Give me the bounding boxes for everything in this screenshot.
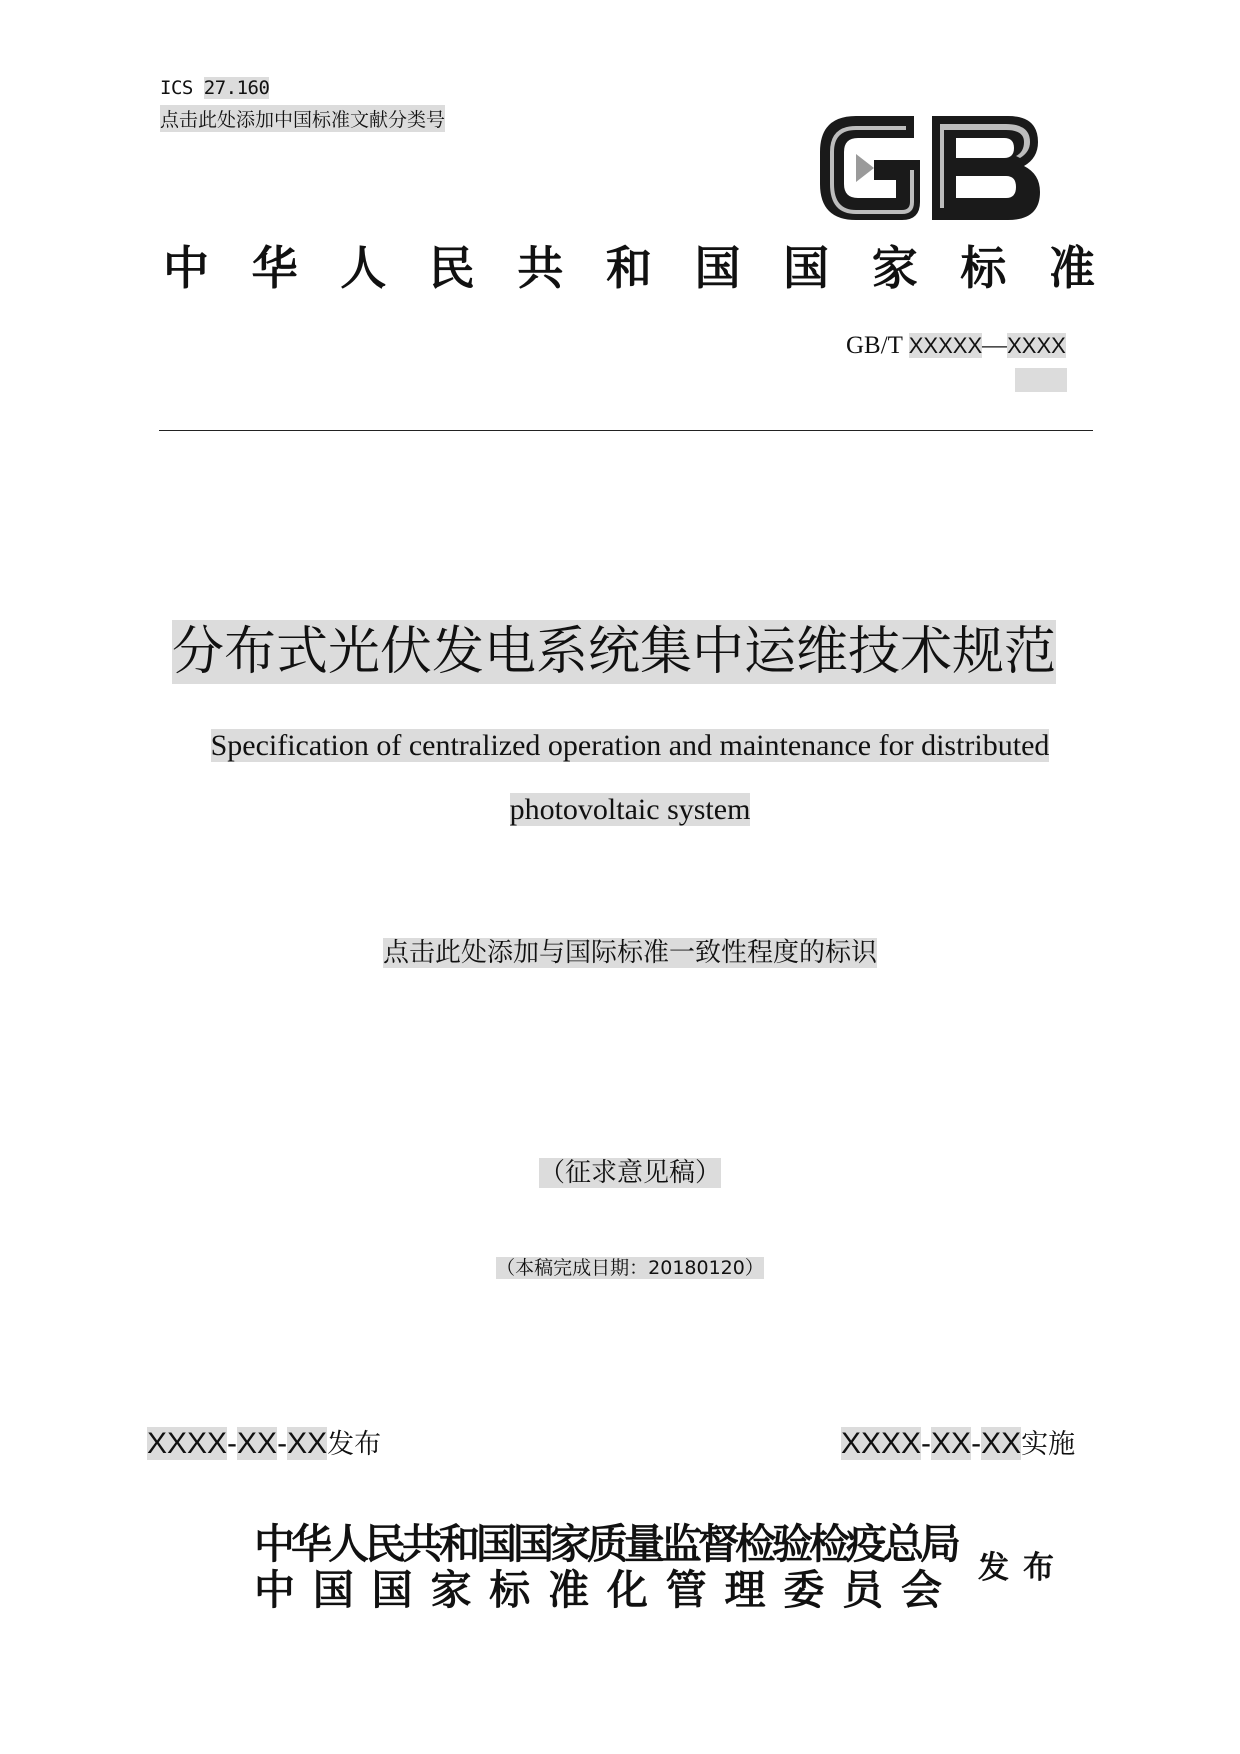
heading-char: 中	[163, 241, 209, 295]
implement-label: 实施	[1021, 1429, 1076, 1460]
heading-char: 准	[1048, 241, 1095, 295]
draft-stage-line	[0, 1155, 1240, 1191]
issuer-char: 标	[489, 1566, 531, 1614]
publish-label	[978, 1548, 1054, 1588]
header-divider	[159, 430, 1093, 431]
english-title-field[interactable]: Specification of centralized operation and maintenance for distributed	[210, 729, 1050, 762]
replaced-standard-field[interactable]	[1015, 368, 1067, 392]
english-title-line-2	[0, 790, 1240, 830]
draft-date-line	[0, 1254, 1240, 1282]
date-separator: -	[277, 1427, 288, 1460]
heading-char: 国	[694, 241, 741, 295]
english-title-field-cont[interactable]: photovoltaic system	[509, 793, 751, 826]
date-separator: -	[921, 1427, 932, 1460]
date-separator: -	[971, 1427, 982, 1460]
issuer-aqsiq: 中华人民共和国国家质量监督检验检疫总局	[254, 1520, 957, 1568]
standard-number	[846, 332, 1066, 360]
consistency-line	[0, 935, 1240, 971]
issuer-char: 员	[842, 1566, 884, 1614]
issuer-char: 理	[724, 1566, 766, 1614]
issue-day-field[interactable]: XX	[287, 1427, 328, 1460]
standard-number-field[interactable]: XXXXX	[908, 333, 983, 358]
implement-day-field[interactable]: XX	[981, 1427, 1022, 1460]
standard-prefix: GB/T	[846, 332, 903, 359]
draft-date-field[interactable]: （本稿完成日期：20180120）	[496, 1257, 764, 1279]
issuer-sac	[254, 1566, 942, 1614]
implementation-date	[841, 1424, 1075, 1465]
heading-char: 国	[783, 241, 830, 295]
issuer-char: 国	[371, 1566, 413, 1614]
issue-month-field[interactable]: XX	[237, 1427, 278, 1460]
consistency-field[interactable]: 点击此处添加与国际标准一致性程度的标识	[382, 938, 877, 968]
issuer-char: 委	[783, 1566, 825, 1614]
ics-label: ICS	[160, 77, 193, 99]
ics-code-line	[160, 77, 269, 99]
implement-year-field[interactable]: XXXX	[841, 1427, 922, 1460]
standard-dash: —	[982, 332, 1008, 359]
ccs-classification-field[interactable]: 点击此处添加中国标准文献分类号	[160, 105, 445, 132]
issuer-char: 中	[254, 1566, 295, 1614]
ics-code-field[interactable]: 27.160	[203, 77, 270, 99]
heading-char: 和	[605, 241, 652, 295]
national-standard-heading	[163, 238, 1095, 298]
publish-char: 布	[1023, 1550, 1054, 1586]
date-separator: -	[227, 1427, 238, 1460]
issuer-char: 化	[606, 1566, 648, 1614]
english-title-line-1	[0, 726, 1240, 766]
chinese-title-field[interactable]: 分布式光伏发电系统集中运维技术规范	[172, 622, 1057, 682]
publish-char: 发	[978, 1550, 1009, 1586]
issue-date	[147, 1424, 381, 1465]
draft-stage-field[interactable]: （征求意见稿）	[538, 1158, 721, 1188]
heading-char: 家	[871, 241, 918, 295]
issue-year-field[interactable]: XXXX	[147, 1427, 228, 1460]
issuer-char: 会	[900, 1566, 942, 1614]
heading-char: 华	[251, 241, 298, 295]
issuer-char: 家	[430, 1566, 472, 1614]
heading-char: 民	[428, 241, 475, 295]
issuer-char: 国	[312, 1566, 354, 1614]
heading-char: 共	[517, 241, 564, 295]
implement-month-field[interactable]: XX	[931, 1427, 972, 1460]
heading-char: 人	[340, 241, 387, 295]
heading-char: 标	[960, 241, 1007, 295]
issuer-char: 管	[665, 1566, 707, 1614]
standard-year-field[interactable]: XXXX	[1007, 333, 1066, 358]
gb-logo-icon	[816, 108, 1042, 226]
issuer-char: 准	[548, 1566, 590, 1614]
issue-label: 发布	[327, 1429, 382, 1460]
